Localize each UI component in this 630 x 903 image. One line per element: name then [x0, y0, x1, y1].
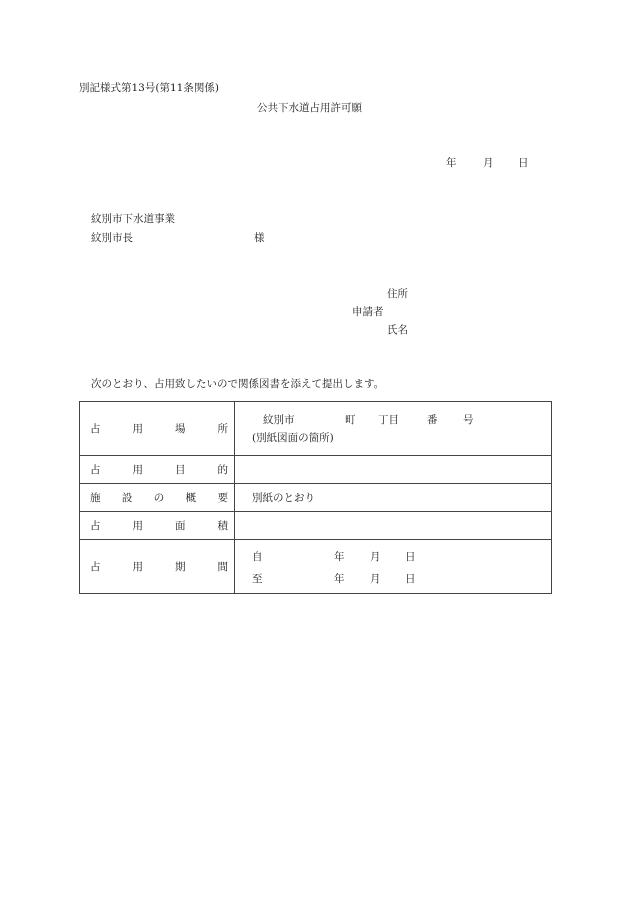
label-char: 用: [132, 520, 143, 532]
addressee-honorific: 様: [254, 232, 265, 244]
value-occupancy-period[interactable]: [235, 540, 552, 594]
label-char: 的: [217, 464, 228, 476]
date-year-label: 年: [446, 157, 457, 169]
address-go: 号: [463, 414, 474, 426]
label-char: 用: [132, 423, 143, 435]
value-occupancy-area[interactable]: [235, 512, 552, 540]
date-line: [446, 156, 536, 170]
period-to-prefix: 至: [252, 572, 263, 585]
label-char: 期: [175, 561, 186, 573]
label-char: 設: [121, 492, 133, 504]
label-char: 目: [175, 464, 186, 476]
address-town: 町: [345, 414, 356, 426]
label-char: 用: [132, 561, 143, 573]
label-char: 占: [90, 423, 101, 435]
date-day-label: 日: [518, 157, 529, 169]
value-occupancy-purpose[interactable]: [235, 456, 552, 484]
label-occupancy-area: [80, 512, 235, 540]
applicant-name-label: 氏名: [387, 324, 408, 336]
label-char: 積: [217, 520, 228, 532]
label-char: 施: [90, 492, 101, 504]
table-row-area: [80, 512, 552, 540]
period-from-year: 年: [334, 550, 345, 563]
table-row-purpose: [80, 456, 552, 484]
period-to: [252, 571, 551, 585]
address-city: 紋別市: [263, 414, 295, 426]
label-char: 所: [217, 423, 228, 435]
period-to-year: 年: [334, 572, 345, 585]
address-ban: 番: [427, 414, 438, 426]
table-row-period: [80, 540, 552, 594]
label-char: の: [153, 492, 165, 504]
label-char: 占: [90, 561, 101, 573]
label-char: 要: [217, 492, 228, 504]
period-from-month: 月: [370, 550, 381, 563]
label-char: 占: [90, 520, 101, 532]
form-number: 別記様式第13号(第11条関係): [79, 82, 219, 94]
label-occupancy-purpose: [80, 456, 235, 484]
location-note: (別紙図面の箇所): [252, 432, 334, 444]
table-row-facility: [80, 484, 552, 512]
label-char: 占: [90, 464, 101, 476]
period-from-day: 日: [405, 550, 416, 563]
application-table: [79, 401, 552, 594]
label-char: 用: [132, 464, 143, 476]
label-char: 面: [175, 520, 186, 532]
addressee-line1: 紋別市下水道事業: [91, 213, 175, 225]
applicant-address-label: 住所: [387, 288, 408, 300]
value-occupancy-location[interactable]: [235, 402, 552, 456]
period-to-day: 日: [405, 572, 416, 585]
period-from-prefix: 自: [252, 550, 263, 563]
address-line: [263, 412, 551, 426]
addressee-line2: 紋別市長: [91, 232, 133, 244]
document-title: 公共下水道占用許可願: [257, 102, 362, 114]
label-char: 間: [217, 561, 228, 573]
label-occupancy-location: [80, 402, 235, 456]
label-occupancy-period: [80, 540, 235, 594]
label-char: 概: [185, 492, 197, 504]
intro-text: 次のとおり、占用致したいので関係図書を添えて提出します。: [91, 378, 385, 390]
applicant-label: 申請者: [352, 306, 384, 318]
period-to-month: 月: [370, 572, 381, 585]
label-char: 場: [175, 423, 186, 435]
address-chome: 丁目: [378, 414, 399, 426]
period-from: [252, 549, 551, 563]
value-facility-summary[interactable]: 別紙のとおり: [235, 484, 552, 512]
label-facility-summary: [80, 484, 235, 512]
table-row-location: [80, 402, 552, 456]
date-month-label: 月: [483, 157, 494, 169]
